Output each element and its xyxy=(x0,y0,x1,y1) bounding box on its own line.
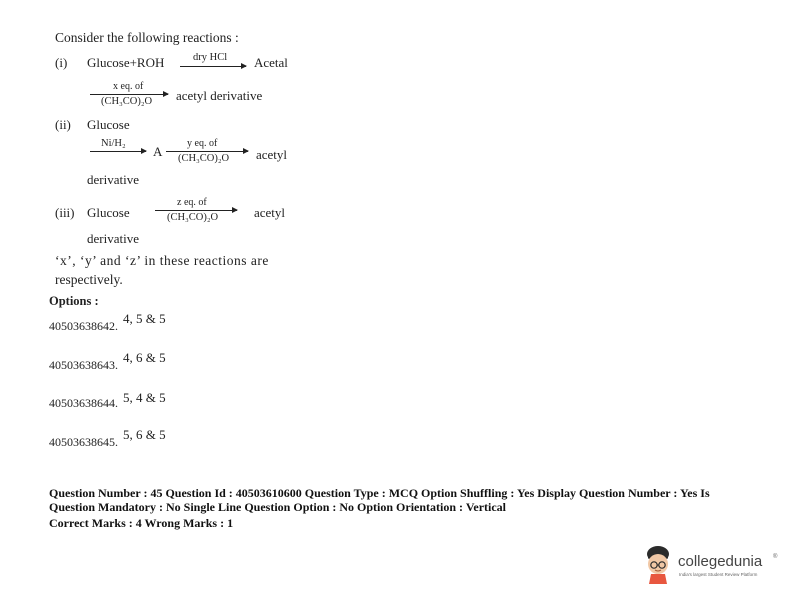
question-stem-line2: respectively. xyxy=(55,272,123,287)
reaction-3-number: (iii) xyxy=(55,205,75,220)
reaction-2-intermediate: A xyxy=(153,144,163,159)
reaction-3-reagent-top: z eq. of xyxy=(177,197,207,208)
options-label: Options : xyxy=(49,294,99,308)
reaction-1-number: (i) xyxy=(55,55,68,70)
question-stem-line1: ‘x’, ‘y’ and ‘z’ in these reactions are xyxy=(55,253,269,268)
logo-registered-mark: ® xyxy=(773,554,778,560)
option-3[interactable] xyxy=(49,390,249,416)
reaction-2-product-cont: derivative xyxy=(87,172,139,187)
question-meta-line1: Question Number : 45 Question Id : 40503610600 Question Type : MCQ Option Shuffling : Yes Display Question Number : Yes Is xyxy=(49,486,710,500)
reaction-2-product: acetyl xyxy=(256,147,288,162)
reaction-1-condition: dry HCl xyxy=(193,52,228,63)
reaction-3-reagent-bottom: (CH₃CO)₂O xyxy=(167,212,219,223)
reaction-2-arrow-2 xyxy=(166,151,248,152)
student-mascot-icon xyxy=(643,544,673,584)
option-2[interactable] xyxy=(49,350,249,376)
reaction-2-reagent-bottom: (CH₃CO)₂O xyxy=(178,153,230,164)
reaction-2-condition: Ni/H₂ xyxy=(101,138,126,149)
reaction-3-arrow xyxy=(155,210,237,211)
option-2-value: 4, 6 & 5 xyxy=(123,350,166,365)
option-3-id: 40503638644. xyxy=(49,396,118,410)
reaction-2-arrow-1 xyxy=(90,151,146,152)
option-1-id: 40503638642. xyxy=(49,319,118,333)
option-3-value: 5, 4 & 5 xyxy=(123,390,166,405)
reaction-3-product-cont: derivative xyxy=(87,231,139,246)
option-1[interactable] xyxy=(49,311,249,337)
reaction-3-product: acetyl xyxy=(254,205,286,220)
reaction-1-step2-reagent-top: x eq. of xyxy=(113,81,144,92)
logo-tagline: India's largest Student Review Platform xyxy=(679,572,758,577)
option-4-id: 40503638645. xyxy=(49,435,118,449)
reaction-1-arrow xyxy=(180,66,246,67)
reaction-3-reactant: Glucose xyxy=(87,205,130,220)
reaction-1-step2-product: acetyl derivative xyxy=(176,88,263,103)
reaction-1-step2-reagent-bottom: (CH₃CO)₂O xyxy=(101,96,153,107)
reaction-2-reactant: Glucose xyxy=(87,117,130,132)
collegedunia-logo[interactable] xyxy=(643,544,783,584)
reaction-2-reagent-top: y eq. of xyxy=(187,138,218,149)
reaction-2-number: (ii) xyxy=(55,117,71,132)
option-4-value: 5, 6 & 5 xyxy=(123,427,166,442)
option-1-value: 4, 5 & 5 xyxy=(123,311,166,326)
option-2-id: 40503638643. xyxy=(49,358,118,372)
reaction-1-product: Acetal xyxy=(254,55,288,70)
question-meta-line2: Question Mandatory : No Single Line Question Option : No Option Orientation : Vertical xyxy=(49,500,507,514)
reaction-1-step2-arrow xyxy=(90,94,168,95)
reaction-1-reactant: Glucose+ROH xyxy=(87,55,165,70)
logo-name: collegedunia xyxy=(678,553,763,570)
option-4[interactable] xyxy=(49,427,249,453)
question-meta-line3: Correct Marks : 4 Wrong Marks : 1 xyxy=(49,516,234,530)
question-intro: Consider the following reactions : xyxy=(55,30,239,45)
